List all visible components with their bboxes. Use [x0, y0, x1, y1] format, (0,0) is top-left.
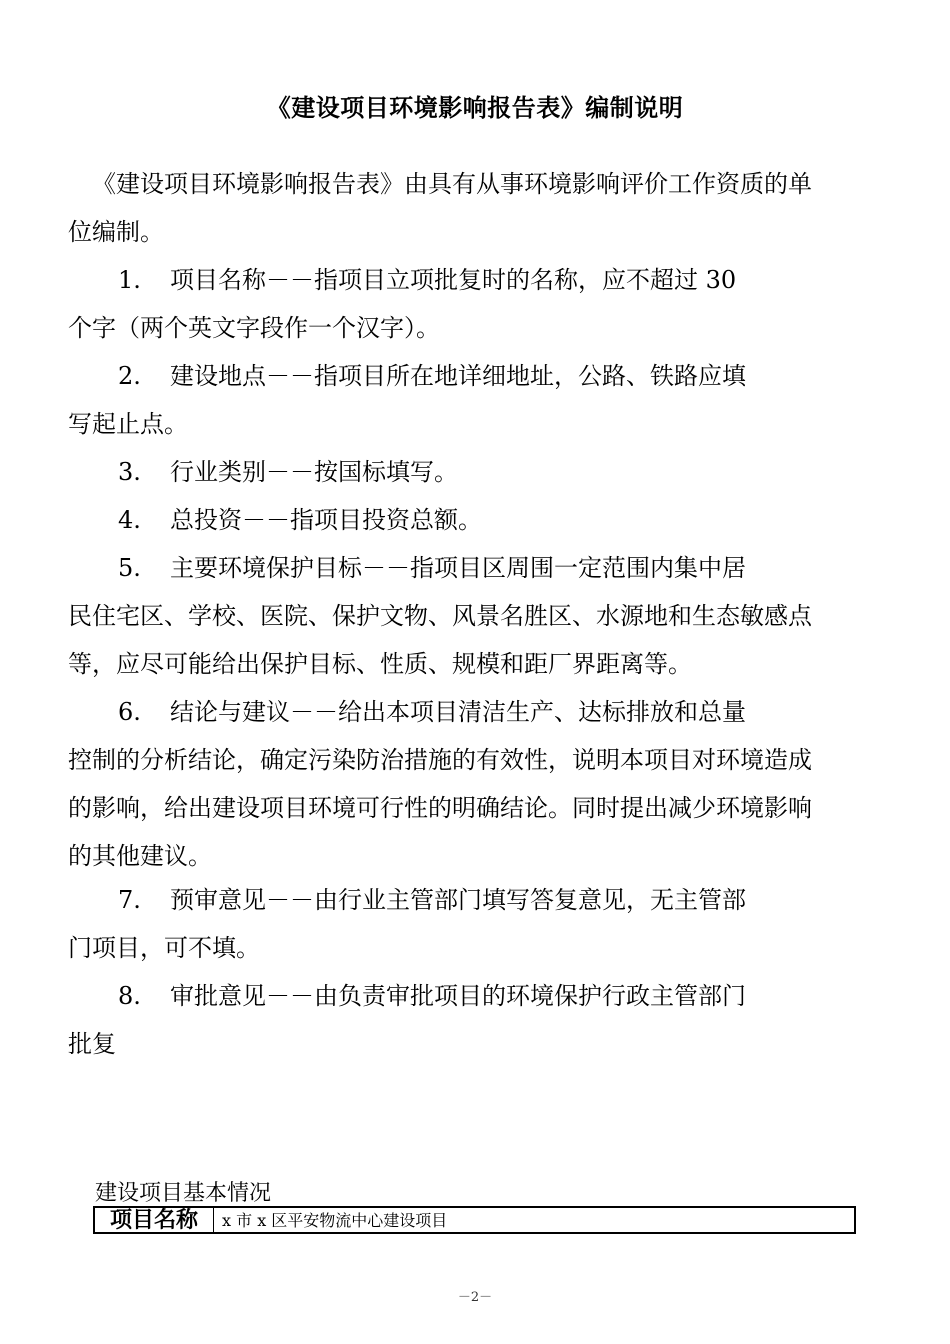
project-name-label: 项目名称 — [95, 1208, 214, 1232]
list-item-number: 6. — [118, 698, 141, 726]
list-item-line: 建设地点－－指项目所在地详细地址，公路、铁路应填 — [170, 362, 746, 390]
list-item-4 — [68, 496, 868, 544]
basic-info-table — [93, 1206, 856, 1234]
list-item-number: 7. — [118, 886, 141, 914]
list-item-6 — [68, 688, 868, 880]
list-item-number: 8. — [118, 982, 141, 1010]
list-item-line: 项目名称－－指项目立项批复时的名称，应不超过 30 — [170, 266, 737, 294]
intro-line-1: 《建设项目环境影响报告表》由具有从事环境影响评价工作资质的单 — [92, 170, 812, 198]
page-number: －2－ — [457, 1290, 493, 1305]
list-item-line: 写起止点。 — [68, 410, 188, 438]
list-item-number: 4. — [118, 506, 141, 534]
list-item-line: 个字（两个英文字段作一个汉字）。 — [68, 314, 440, 342]
list-item-number: 1. — [118, 266, 141, 294]
list-item-number: 3. — [118, 458, 141, 486]
list-item-line: 批复 — [68, 1030, 116, 1058]
list-item-line: 行业类别－－按国标填写。 — [170, 458, 458, 486]
list-item-line: 主要环境保护目标－－指项目区周围一定范围内集中居 — [170, 554, 746, 582]
list-item-number: 2. — [118, 362, 141, 390]
intro-line-2: 位编制。 — [68, 218, 164, 246]
list-item-line: 等，应尽可能给出保护目标、性质、规模和距厂界距离等。 — [68, 650, 692, 678]
list-item-line: 门项目，可不填。 — [68, 934, 260, 962]
section-heading: 建设项目基本情况 — [95, 1181, 272, 1206]
list-item-line: 的影响，给出建设项目环境可行性的明确结论。同时提出减少环境影响 — [68, 794, 812, 822]
list-item-7 — [68, 876, 868, 972]
list-item-line: 审批意见－－由负责审批项目的环境保护行政主管部门 — [170, 982, 746, 1010]
list-item-8 — [68, 972, 868, 1068]
list-item-5 — [68, 544, 868, 688]
list-item-2 — [68, 352, 868, 448]
list-item-1 — [68, 256, 868, 352]
intro-paragraph — [68, 160, 868, 256]
list-item-number: 5. — [118, 554, 141, 582]
document-title: 《建设项目环境影响报告表》编制说明 — [266, 93, 684, 122]
project-name-value: x 市 x 区平安物流中心建设项目 — [222, 1211, 448, 1230]
list-item-line: 民住宅区、学校、医院、保护文物、风景名胜区、水源地和生态敏感点 — [68, 602, 812, 630]
list-item-3 — [68, 448, 868, 496]
list-item-line: 结论与建议－－给出本项目清洁生产、达标排放和总量 — [170, 698, 746, 726]
list-item-line: 控制的分析结论，确定污染防治措施的有效性，说明本项目对环境造成 — [68, 746, 812, 774]
list-item-line: 总投资－－指项目投资总额。 — [170, 506, 482, 534]
list-item-line: 预审意见－－由行业主管部门填写答复意见，无主管部 — [170, 886, 746, 914]
list-item-line: 的其他建议。 — [68, 842, 212, 870]
